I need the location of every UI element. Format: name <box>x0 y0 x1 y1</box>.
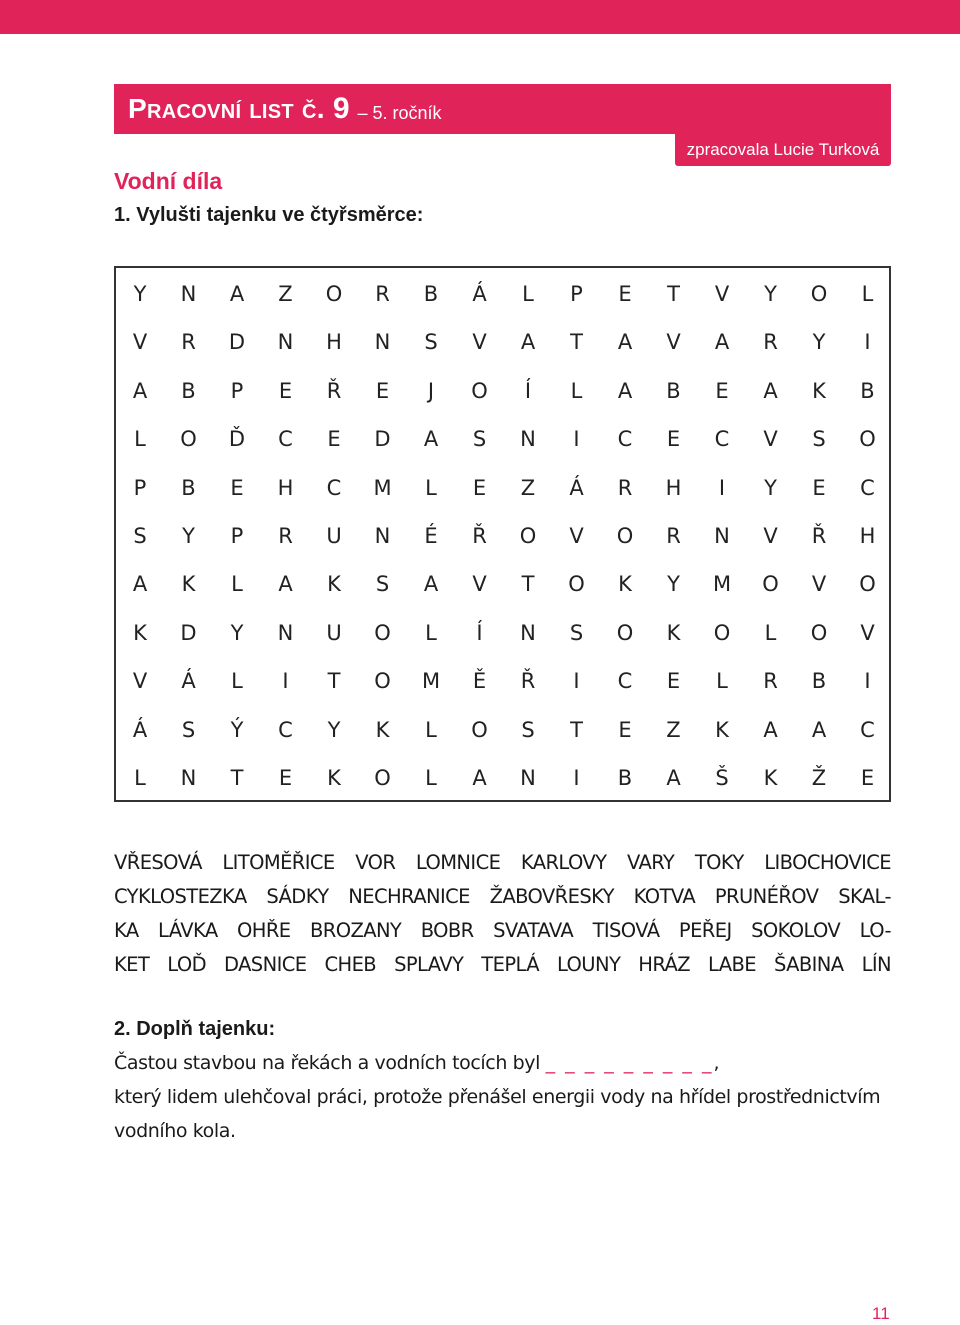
grid-row <box>116 666 889 696</box>
grid-row <box>116 763 889 793</box>
grid-cell[interactable]: L <box>861 282 874 306</box>
grid-cell[interactable]: A <box>132 572 148 597</box>
section-title: Vodní díla <box>114 168 223 194</box>
grid-cell[interactable]: K <box>618 572 632 597</box>
grid-cell[interactable]: R <box>763 669 778 694</box>
grid-cell[interactable]: M <box>421 669 441 694</box>
grid-cell[interactable]: Ř <box>472 524 487 548</box>
grid-cell[interactable]: T <box>521 572 535 597</box>
grid-cell[interactable]: N <box>714 524 730 548</box>
grid-cell[interactable]: V <box>714 282 730 306</box>
grid-cell[interactable]: O <box>713 620 731 645</box>
word-list-line <box>114 846 891 880</box>
grid-cell[interactable]: R <box>617 475 633 500</box>
grid-cell[interactable]: V <box>569 524 584 548</box>
grid-cell[interactable]: I <box>282 669 289 694</box>
grid-cell[interactable]: L <box>134 766 146 790</box>
grid-cell[interactable]: A <box>617 378 633 403</box>
word-item: LABE <box>708 953 756 976</box>
grid-cell[interactable]: Ž <box>811 766 827 790</box>
grid-cell[interactable]: E <box>666 669 681 694</box>
word-item: KET <box>114 953 150 976</box>
grid-cell[interactable]: B <box>617 766 633 790</box>
grid-cell[interactable]: M <box>373 475 392 500</box>
grid-cell[interactable]: Y <box>230 620 244 645</box>
grid-cell[interactable]: C <box>617 669 633 694</box>
fill-sentence-line-1 <box>114 1052 719 1074</box>
word-item: CHEB <box>324 953 377 976</box>
word-item: TEPLÁ <box>481 953 539 976</box>
grid-cell[interactable]: O <box>762 572 779 597</box>
grid-row <box>116 618 889 648</box>
grid-cell[interactable]: Z <box>520 475 536 500</box>
grid-cell[interactable]: Y <box>764 282 777 306</box>
grid-cell[interactable]: Y <box>327 717 341 742</box>
grid-cell[interactable]: O <box>519 524 537 548</box>
word-item: SVATAVA <box>493 919 574 942</box>
grid-cell[interactable]: E <box>812 475 826 500</box>
grade-label: – 5. ročník <box>357 102 442 123</box>
grid-cell[interactable]: Á <box>132 717 148 742</box>
grid-cell[interactable]: A <box>763 378 778 403</box>
grid-cell[interactable]: O <box>374 766 391 790</box>
grid-cell[interactable]: S <box>133 524 147 548</box>
word-item: PEŘEJ <box>678 919 732 942</box>
grid-row <box>116 376 889 406</box>
grid-cell[interactable]: N <box>180 766 197 790</box>
grid-cell[interactable]: Ř <box>326 378 342 403</box>
grid-cell[interactable]: R <box>181 330 196 355</box>
grid-cell[interactable]: Á <box>181 669 196 694</box>
grid-cell[interactable]: Y <box>133 282 147 306</box>
word-item: TISOVÁ <box>592 919 660 942</box>
grid-cell[interactable]: A <box>132 378 148 403</box>
word-item: ŽABOVŘESKY <box>489 885 614 908</box>
grid-cell[interactable]: I <box>864 669 871 694</box>
grid-cell[interactable]: V <box>763 427 778 452</box>
grid-cell[interactable]: O <box>810 620 828 645</box>
grid-cell[interactable]: I <box>718 475 726 500</box>
grid-cell[interactable]: L <box>570 378 583 403</box>
grid-cell[interactable]: Í <box>524 378 532 403</box>
grid-cell[interactable]: E <box>327 427 341 452</box>
grid-cell[interactable]: D <box>374 427 391 452</box>
grid-cell[interactable]: V <box>763 524 778 548</box>
word-item: KA <box>114 919 139 942</box>
grid-cell[interactable]: H <box>665 475 682 500</box>
grid-cell[interactable]: N <box>520 620 536 645</box>
grid-cell[interactable]: V <box>472 572 487 597</box>
grid-cell[interactable]: Š <box>715 766 729 790</box>
grid-cell[interactable]: P <box>230 524 244 548</box>
grid-row <box>116 327 889 357</box>
grid-cell[interactable]: E <box>860 766 875 790</box>
word-item: BOBR <box>420 919 474 942</box>
task2-instruction: 2. Doplň tajenku: <box>114 1018 276 1040</box>
grid-cell[interactable]: S <box>812 427 826 452</box>
grid-cell[interactable]: B <box>181 475 196 500</box>
word-item: LITOMĚŘICE <box>222 851 335 874</box>
grid-cell[interactable]: L <box>231 572 243 597</box>
grid-cell[interactable]: Z <box>666 717 681 742</box>
word-item: NECHRANICE <box>348 885 470 908</box>
grid-cell[interactable]: U <box>326 620 342 645</box>
grid-cell[interactable]: V <box>666 330 681 355</box>
word-search-grid <box>114 266 891 802</box>
grid-cell[interactable]: S <box>424 330 438 355</box>
grid-cell[interactable]: O <box>325 282 343 306</box>
grid-cell[interactable]: C <box>714 427 730 452</box>
answer-blanks[interactable]: _ _ _ _ _ _ _ _ _ <box>545 1052 714 1074</box>
word-item: KOTVA <box>633 885 696 908</box>
grid-cell[interactable]: E <box>278 766 293 790</box>
grid-row <box>116 569 889 599</box>
grid-cell[interactable]: O <box>374 669 391 694</box>
grid-cell[interactable]: Ý <box>230 717 244 742</box>
word-list-line <box>114 880 891 914</box>
grid-cell[interactable]: E <box>666 427 681 452</box>
grid-cell[interactable]: Y <box>667 572 680 597</box>
grid-cell[interactable]: T <box>230 766 244 790</box>
grid-cell[interactable]: R <box>666 524 681 548</box>
fill-sentence-line-3: vodního kola. <box>114 1120 236 1142</box>
word-item: ŠABINA <box>774 953 844 976</box>
grid-cell[interactable]: T <box>570 330 583 355</box>
grid-cell[interactable]: N <box>277 620 294 645</box>
grid-cell[interactable]: S <box>181 717 196 742</box>
grid-cell[interactable]: K <box>763 766 778 790</box>
word-item: LÁVKA <box>158 919 218 942</box>
grid-cell[interactable]: L <box>134 427 146 452</box>
grid-cell[interactable]: K <box>181 572 196 597</box>
grid-cell[interactable]: O <box>471 717 488 742</box>
top-accent-bar <box>0 0 960 34</box>
author-tab <box>675 134 891 166</box>
grid-cell[interactable]: C <box>860 475 875 500</box>
grid-cell[interactable]: S <box>569 620 584 645</box>
grid-cell[interactable]: Í <box>476 620 483 645</box>
grid-cell[interactable]: K <box>375 717 390 742</box>
grid-cell[interactable]: A <box>617 330 633 355</box>
page-number: 11 <box>872 1304 890 1323</box>
word-item: DASNICE <box>224 953 307 976</box>
grid-cell[interactable]: O <box>616 524 634 548</box>
grid-cell[interactable]: C <box>617 427 633 452</box>
grid-cell[interactable]: Ě <box>472 669 487 694</box>
grid-cell[interactable]: L <box>425 475 437 500</box>
grid-cell[interactable]: A <box>666 766 681 790</box>
grid-cell[interactable]: A <box>423 572 439 597</box>
grid-cell[interactable]: Ř <box>520 669 536 694</box>
grid-cell[interactable]: S <box>521 717 535 742</box>
grid-cell[interactable]: Y <box>812 330 826 355</box>
word-list-line <box>114 914 891 948</box>
word-item: LO- <box>859 919 891 942</box>
grid-row <box>116 521 889 551</box>
word-item: TOKY <box>694 851 744 874</box>
word-item: SKAL- <box>838 885 891 908</box>
grid-cell[interactable]: E <box>618 717 632 742</box>
grid-cell[interactable]: I <box>573 766 580 790</box>
word-item: HRÁZ <box>638 953 691 976</box>
grid-row <box>116 279 889 309</box>
fill-sentence-line-2: který lidem ulehčoval práci, protože přenášel energii vody na hřídel prostřednictvím <box>114 1086 881 1108</box>
grid-cell[interactable]: L <box>231 669 243 694</box>
grid-cell[interactable]: P <box>570 282 583 306</box>
grid-cell[interactable]: C <box>326 475 342 500</box>
worksheet-number: 9 <box>332 92 350 125</box>
word-item: VŘESOVÁ <box>114 851 202 874</box>
grid-cell[interactable]: R <box>278 524 293 548</box>
grid-cell[interactable]: U <box>326 524 342 548</box>
word-item: SOKOLOV <box>751 919 841 942</box>
word-item: CYKLOSTEZKA <box>114 885 247 908</box>
grid-cell[interactable]: P <box>133 475 147 500</box>
grid-cell[interactable]: O <box>180 427 197 452</box>
word-list-line <box>114 948 891 982</box>
grid-row <box>116 424 889 454</box>
grid-cell[interactable]: Z <box>278 282 293 306</box>
grid-cell[interactable]: L <box>425 620 437 645</box>
grid-cell[interactable]: E <box>618 282 632 306</box>
grid-cell[interactable]: M <box>712 572 732 597</box>
grid-row <box>116 715 889 745</box>
grid-cell[interactable]: Y <box>182 524 195 548</box>
grid-cell[interactable]: I <box>573 427 580 452</box>
grid-cell[interactable]: K <box>666 620 681 645</box>
grid-cell[interactable]: O <box>568 572 585 597</box>
grid-cell[interactable]: B <box>423 282 439 306</box>
grid-cell[interactable]: J <box>427 378 435 403</box>
grid-cell[interactable]: Á <box>472 282 487 306</box>
grid-cell[interactable]: N <box>374 524 391 548</box>
grid-cell[interactable]: I <box>573 669 580 694</box>
grid-cell[interactable]: L <box>716 669 728 694</box>
author-label: zpracovala Lucie Turková <box>686 140 880 159</box>
grid-cell[interactable]: S <box>472 427 487 452</box>
grid-cell[interactable]: A <box>714 330 730 355</box>
grid-cell[interactable]: Á <box>569 475 584 500</box>
grid-cell[interactable]: K <box>327 572 341 597</box>
grid-cell[interactable]: C <box>278 717 293 742</box>
grid-cell[interactable]: B <box>811 669 827 694</box>
word-item: SÁDKY <box>266 885 329 908</box>
grid-cell[interactable]: A <box>229 282 245 306</box>
grid-cell[interactable]: K <box>327 766 341 790</box>
word-item: PRUNÉŘOV <box>714 885 819 908</box>
grid-cell[interactable]: Ř <box>811 524 827 548</box>
grid-cell[interactable]: B <box>181 378 196 403</box>
grid-cell[interactable]: L <box>522 282 534 306</box>
grid-cell[interactable]: A <box>278 572 293 597</box>
grid-cell[interactable]: V <box>132 330 148 355</box>
grid-cell[interactable]: L <box>425 766 437 790</box>
word-item: VARY <box>627 851 675 874</box>
grid-cell[interactable]: É <box>424 524 438 548</box>
grid-row <box>116 473 889 503</box>
grid-cell[interactable]: N <box>277 330 294 355</box>
grid-cell[interactable]: D <box>228 330 246 355</box>
grid-cell[interactable]: R <box>763 330 778 355</box>
grid-cell[interactable]: E <box>278 378 293 403</box>
grid-cell[interactable]: Y <box>764 475 777 500</box>
grid-cell[interactable]: L <box>425 717 437 742</box>
grid-cell[interactable]: K <box>812 378 826 403</box>
grid-cell[interactable]: K <box>133 620 147 645</box>
grid-cell[interactable]: D <box>180 620 197 645</box>
grid-cell[interactable]: T <box>667 282 680 306</box>
worksheet-title-band <box>114 84 891 134</box>
grid-cell[interactable]: O <box>374 620 391 645</box>
grid-cell[interactable]: P <box>230 378 244 403</box>
fill-sentence-comma: , <box>713 1052 720 1074</box>
grid-cell[interactable]: O <box>859 572 876 597</box>
grid-cell[interactable]: N <box>520 427 536 452</box>
grid-cell[interactable]: O <box>859 427 876 452</box>
grid-cell[interactable]: N <box>374 330 391 355</box>
word-item: BROZANY <box>309 919 402 942</box>
word-list <box>114 846 891 982</box>
grid-cell[interactable]: E <box>715 378 729 403</box>
grid-cell[interactable]: A <box>472 766 487 790</box>
worksheet-title: Pracovní list č. <box>128 93 325 124</box>
grid-cell[interactable]: A <box>811 717 827 742</box>
grid-cell[interactable]: E <box>230 475 244 500</box>
word-item: SPLAVY <box>394 953 464 976</box>
grid-cell[interactable]: T <box>327 669 341 694</box>
word-item: LIBOCHOVICE <box>764 851 891 874</box>
grid-cell[interactable]: E <box>472 475 487 500</box>
grid-cell[interactable]: K <box>715 717 729 742</box>
grid-cell[interactable]: C <box>278 427 293 452</box>
grid-cell[interactable]: H <box>859 524 876 548</box>
grid-cell[interactable]: B <box>666 378 681 403</box>
grid-cell[interactable]: Ď <box>228 427 246 452</box>
word-item: VOR <box>355 851 396 874</box>
grid-cell[interactable]: V <box>811 572 827 597</box>
word-item: LÍN <box>861 953 891 976</box>
grid-cell[interactable]: A <box>423 427 439 452</box>
grid-cell[interactable]: O <box>810 282 828 306</box>
grid-cell[interactable]: A <box>520 330 536 355</box>
grid-cell[interactable]: B <box>860 378 875 403</box>
grid-cell[interactable]: L <box>764 620 777 645</box>
grid-cell[interactable]: V <box>132 669 148 694</box>
grid-cell[interactable]: R <box>375 282 390 306</box>
grid-cell[interactable]: S <box>375 572 390 597</box>
word-item: LOUNY <box>556 953 621 976</box>
grid-cell[interactable]: N <box>180 282 197 306</box>
fill-sentence-text: Častou stavbou na řekách a vodních tocích byl <box>114 1052 546 1074</box>
grid-cell[interactable]: E <box>375 378 390 403</box>
word-item: LOĎ <box>167 953 206 976</box>
grid-cell[interactable]: C <box>860 717 875 742</box>
grid-cell[interactable]: H <box>277 475 294 500</box>
grid-cell[interactable]: I <box>864 330 871 355</box>
word-item: LOMNICE <box>415 851 501 874</box>
grid-cell[interactable]: A <box>763 717 778 742</box>
grid-cell[interactable]: V <box>472 330 487 355</box>
grid-cell[interactable]: H <box>326 330 342 355</box>
grid-cell[interactable]: T <box>570 717 583 742</box>
grid-cell[interactable]: V <box>860 620 875 645</box>
word-item: KARLOVY <box>520 851 607 874</box>
grid-cell[interactable]: N <box>520 766 536 790</box>
word-item: OHŘE <box>237 919 291 942</box>
grid-cell[interactable]: O <box>471 378 488 403</box>
grid-cell[interactable]: O <box>616 620 634 645</box>
task1-instruction: 1. Vylušti tajenku ve čtyřsměrce: <box>114 204 424 226</box>
